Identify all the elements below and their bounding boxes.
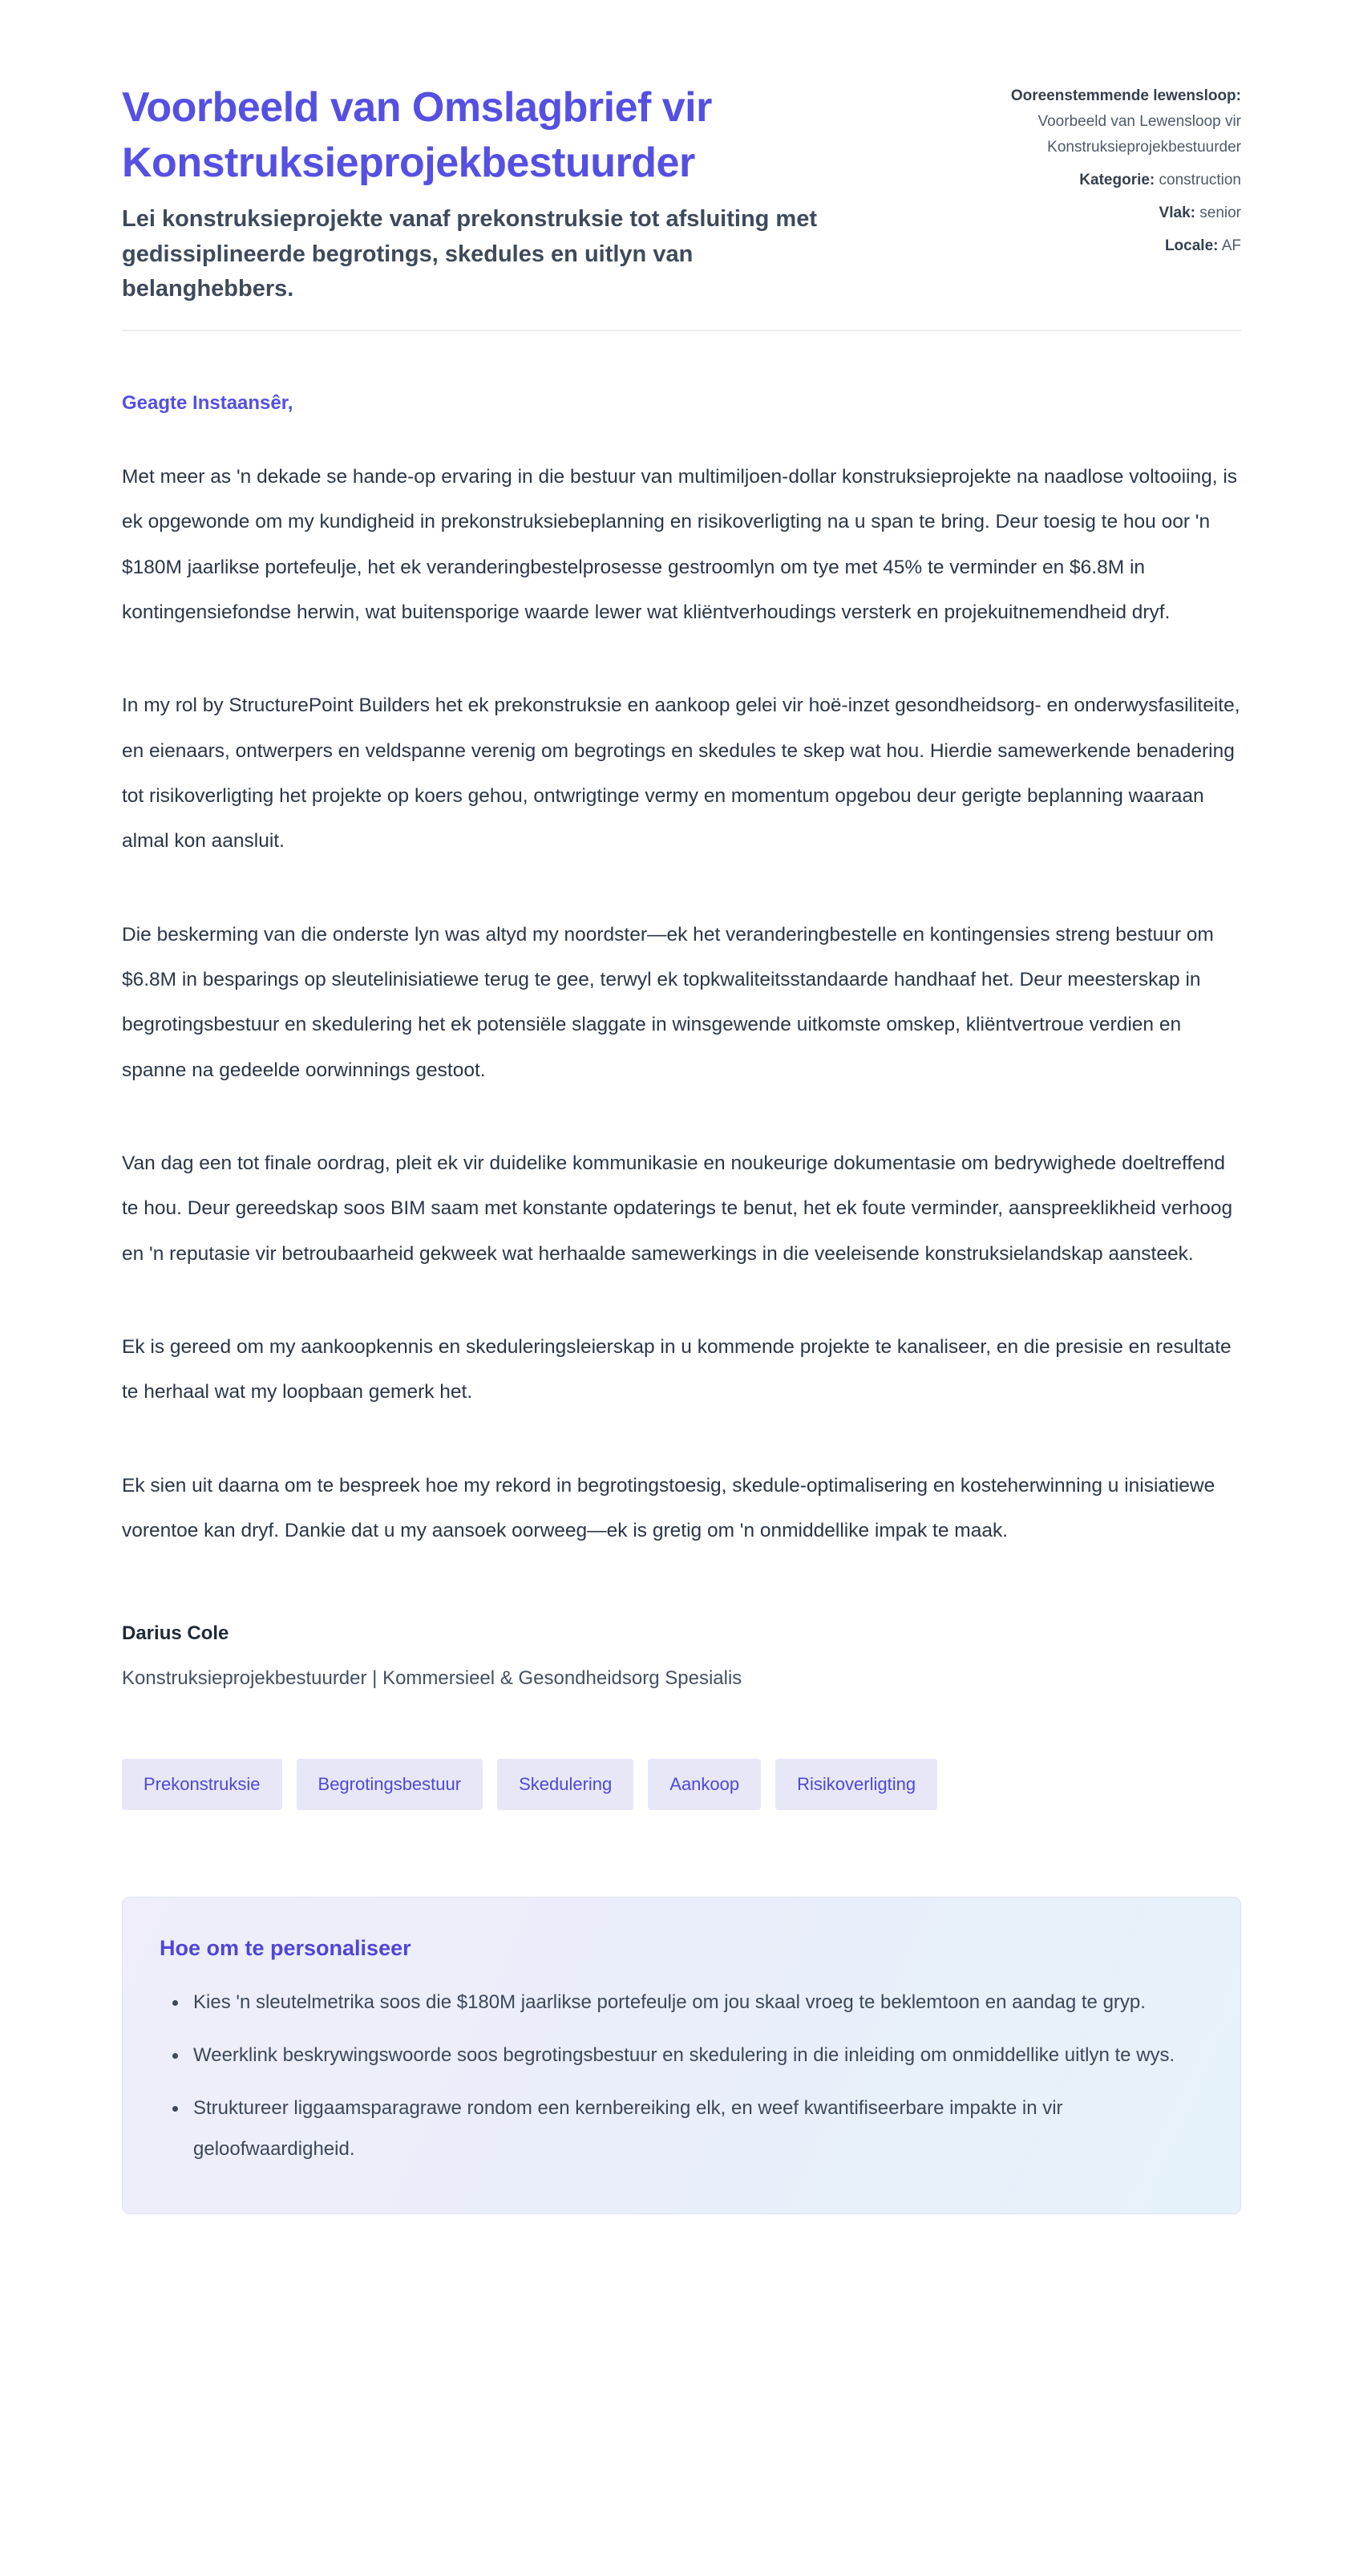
meta-level-value: senior [1199,204,1241,221]
meta-locale [856,233,1241,259]
skill-tag: Prekonstruksie [122,1759,282,1810]
skill-tag: Risikoverligting [775,1759,937,1810]
personalization-tips-box [122,1897,1241,2213]
header-divider [122,330,1241,331]
page-subtitle: Lei konstruksieprojekte vanaf prekonstruksie tot afsluiting met gedissiplineerde begrotings, skedules en uitlyn van belanghebbers. [122,206,817,302]
skill-tag: Aankoop [648,1759,761,1810]
letter-paragraph: Van dag een tot finale oordrag, pleit ek vir duidelike kommunikasie en noukeurige dokumentasie om bedrywighede doeltreffend te hou. Deur gereedskap soos BIM saam met konstante opdaterings te benut, het ek foute verminder, aanspreeklikheid verhoog en 'n reputasie vir betroubaarheid gekweek wat herhaalde samewerkings in die veeleisende konstruksielandskap aansteek. [122,1152,1233,1265]
tip-item: • Struktureer liggaamsparagrawe rondom een kernbereiking elk, en weef kwantifiseerbare impakte in vir geloofwaardigheid. [188,2088,1200,2170]
meta-locale-label: Locale: [1164,237,1219,254]
letter-paragraph: In my rol by StructurePoint Builders het ek prekonstruksie en aankoop gelei vir hoë-inzet gesondheidsorg- en onderwysfasiliteite, en eienaars, ontwerpers en veldspanne verenig om begrotings en skedules te skep wat hou. Hierdie samewerkende benadering tot risikoverligting het projekte op koers gehou, ontwrigtinge vermy en momentum opgebou deur gerigte beplanning waaraan almal kon aansluit. [122,695,1240,853]
tip-item: • Weerklink beskrywingswoorde soos begrotingsbestuur en skedulering in die inleiding om onmiddellike uitlyn te wys. [188,2035,1200,2076]
letter-body [122,392,1241,2214]
skill-tags [122,1759,1241,1810]
tips-heading: Hoe om te personaliseer [160,1936,411,1961]
meta-category-label: Kategorie: [1079,171,1155,188]
letter-paragraph: Ek is gereed om my aankoopkennis en skeduleringsleierskap in u kommende projekte te kanaliseer, en die presisie en resultate te herhaal wat my loopbaan gemerk het. [122,1335,1232,1403]
meta-level [856,200,1241,226]
meta-matching-resume [856,83,1241,160]
greeting-line: Geagte Instaansêr, [122,391,293,414]
skill-tag: Begrotingsbestuur [297,1759,483,1810]
signature-name: Darius Cole [122,1622,229,1645]
letter-paragraph: Met meer as 'n dekade se hande-op ervaring in die bestuur van multimiljoen-dollar konstruksieprojekte na naadlose voltooiing, is ek opgewonde om my kundigheid in prekonstruksiebeplanning en risikoverligting na u span te bring. Deur toesig te hou oor 'n $180M jaarlikse portefeulje, het ek veranderingbestelprosesse gestroomlyn om tye met 45% te verminder en $6.8M in kontingensiefondse herwin, wat buitensporige waarde lewer wat kliëntverhoudings versterk en projekuitnemendheid dryf. [122,465,1238,623]
letter-paragraph: Die beskerming van die onderste lyn was altyd my noordster—ek het veranderingbestelle en kontingensies streng bestuur om $6.8M in besparings op sleutelinisiatiewe terug te gee, terwyl ek topkwaliteitsstandaarde handhaaf het. Deur meesterskap in begrotingsbestuur en skedulering het ek potensiële slaggate in winsgewende uitkomste omskep, kliëntvertroue verdien en spanne na gedeelde oorwinnings gestoot. [122,923,1214,1081]
meta-level-label: Vlak: [1159,204,1195,221]
page-header [122,80,1241,307]
resume-meta-panel [856,80,1241,265]
page-title: Voorbeeld van Omslagbrief vir Konstruksieprojekbestuurder [122,84,712,187]
meta-category [856,168,1241,193]
meta-matching-resume-label: Ooreenstemmende lewensloop: [1010,87,1241,104]
title-block [122,80,856,307]
meta-locale-value: AF [1221,237,1241,254]
meta-category-value: construction [1159,171,1241,188]
skill-tag: Skedulering [497,1759,633,1810]
tips-list [160,1982,1200,2169]
tip-item: • Kies 'n sleutelmetrika soos die $180M jaarlikse portefeulje om jou skaal vroeg te beklemtoon en aandag te gryp. [188,1982,1200,2023]
meta-matching-resume-value: Voorbeeld van Lewensloop vir Konstruksieprojekbestuurder [1037,112,1241,156]
letter-paragraph: Ek sien uit daarna om te bespreek hoe my rekord in begrotingstoesig, skedule-optimalisering en kosteherwinning u inisiatiewe vorentoe kan dryf. Dankie dat u my aansoek oorweeg—ek is gretig om 'n onmiddellike impak te maak. [122,1474,1215,1541]
signature-role: Konstruksieprojekbestuurder | Kommersieel & Gesondheidsorg Spesialis [122,1667,742,1690]
letter-paragraphs [122,455,1241,1554]
